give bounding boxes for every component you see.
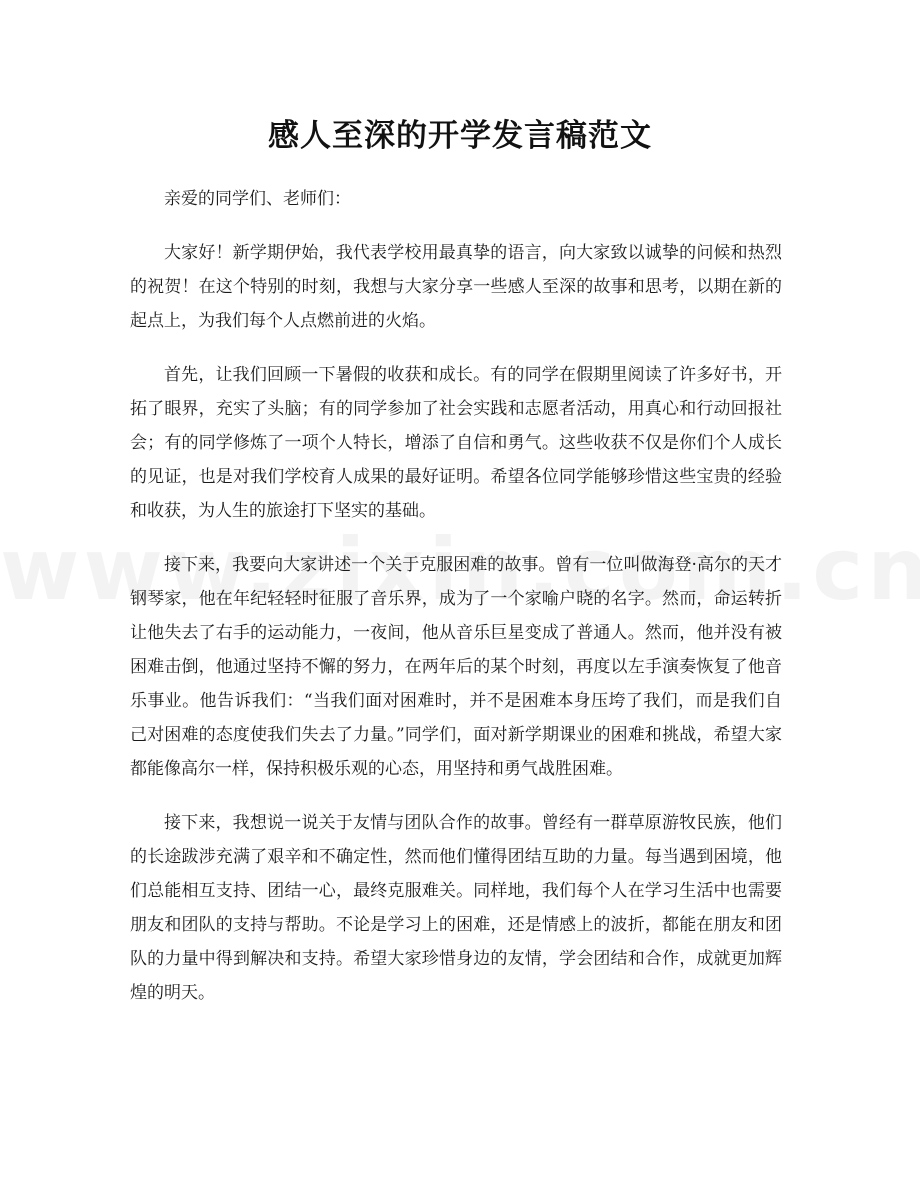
document-body: [130, 182, 782, 1030]
document-title: 感人至深的开学发言稿范文: [268, 118, 652, 154]
body-paragraph: 接下来，我要向大家讲述一个关于克服困难的故事。曾有一位叫做海登·高尔的天才钢琴家，他在年纪轻轻时征服了音乐界，成为了一个家喻户晓的名字。然而，命运转折让他失去了右手的运动能力，一夜间，他从音乐巨星变成了普通人。然而，他并没有被困难击倒，他通过坚持不懈的努力，在两年后的某个时刻，再度以左手演奏恢复了他音乐事业。他告诉我们：“当我们面对困难时，并不是困难本身压垮了我们，而是我们自己对困难的态度使我们失去了力量。”同学们，面对新学期课业的困难和挑战，希望大家都能像高尔一样，保持积极乐观的心态，用坚持和勇气战胜困难。: [130, 555, 782, 779]
greeting-paragraph: 亲爱的同学们、老师们：: [164, 189, 351, 209]
body-paragraph: 首先，让我们回顾一下暑假的收获和成长。有的同学在假期里阅读了许多好书，开拓了眼界，充实了头脑；有的同学参加了社会实践和志愿者活动，用真心和行动回报社会；有的同学修炼了一项个人特长，增添了自信和勇气。这些收获不仅是你们个人成长的见证，也是对我们学校育人成果的最好证明。希望各位同学能够珍惜这些宝贵的经验和收获，为人生的旅途打下坚实的基础。: [130, 365, 782, 521]
body-paragraph: 大家好！新学期伊始，我代表学校用最真挚的语言，向大家致以诚挚的问候和热烈的祝贺！在这个特别的时刻，我想与大家分享一些感人至深的故事和思考，以期在新的起点上，为我们每个人点燃前进的火焰。: [130, 243, 782, 331]
body-paragraph: 接下来，我想说一说关于友情与团队合作的故事。曾经有一群草原游牧民族，他们的长途跋涉充满了艰辛和不确定性，然而他们懂得团结互助的力量。每当遇到困境，他们总能相互支持、团结一心，最终克服难关。同样地，我们每个人在学习生活中也需要朋友和团队的支持与帮助。不论是学习上的困难，还是情感上的波折，都能在朋友和团队的力量中得到解决和支持。希望大家珍惜身边的友情，学会团结和合作，成就更加辉煌的明天。: [130, 813, 782, 1003]
